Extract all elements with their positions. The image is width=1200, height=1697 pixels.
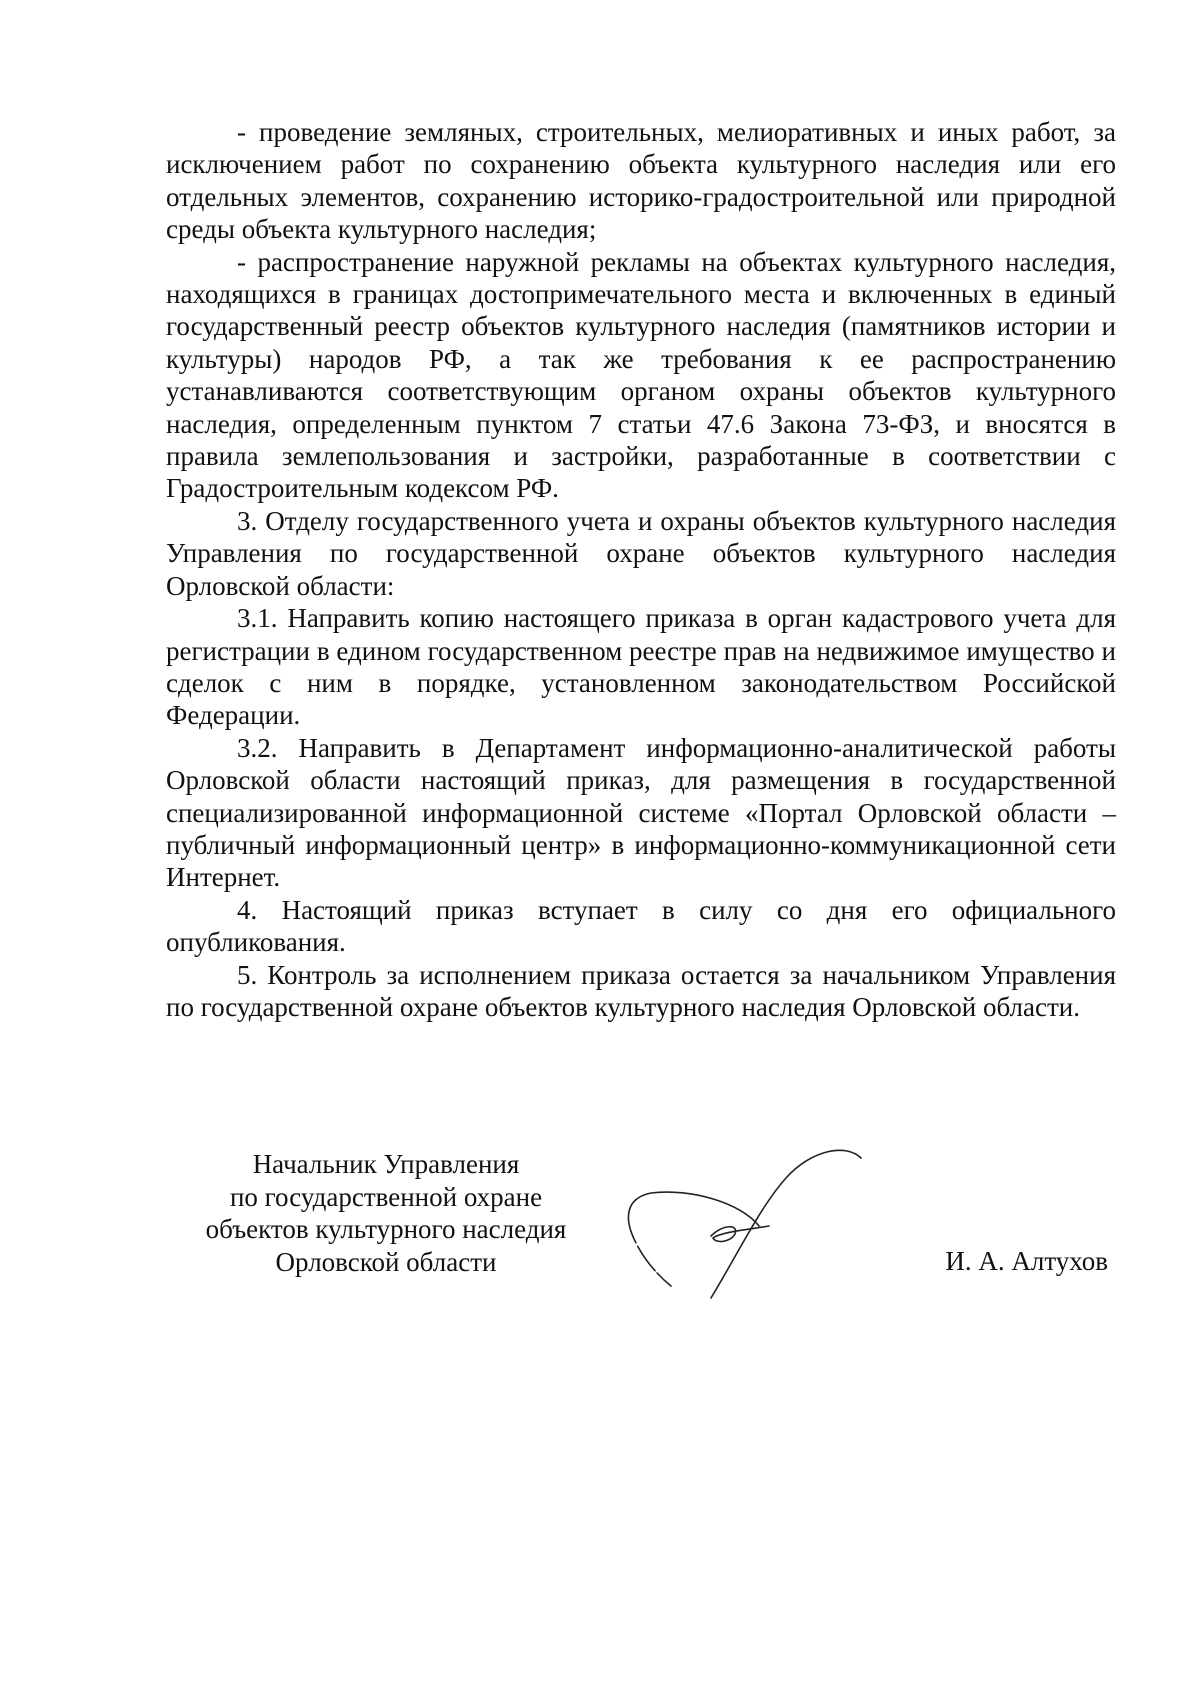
signature-block xyxy=(166,1148,1116,1318)
signatory-title-line: объектов культурного наследия xyxy=(205,1214,567,1244)
document-body xyxy=(166,116,1116,1023)
paragraph-item-3-2: 3.2. Направить в Департамент информационно-аналитической работы Орловской области настоящий приказ, для размещения в государственной специализированной информационной системе «Портал Орловской области – публичный информационный центр» в информационно-коммуникационной сети Интернет. xyxy=(166,732,1116,893)
paragraph-item-4: 4. Настоящий приказ вступает в силу со дня его официального опубликования. xyxy=(166,894,1116,958)
paragraph-earthworks-restriction: - проведение земляных, строительных, мелиоративных и иных работ, за исключением работ по сохранению объекта культурного наследия или его отдельных элементов, сохранению историко-градостроительной или природной среды объекта культурного наследия; xyxy=(166,117,1116,245)
paragraph-advertising-restriction: - распространение наружной рекламы на объектах культурного наследия, находящихся в границах достопримечательного места и включенных в единый государственный реестр объектов культурного наследия (памятников истории и культуры) народов РФ, а так же требования к ее распространению устанавливаются соответствующим органом охраны объектов культурного наследия, определенным пунктом 7 статьи 47.6 Закона 73-ФЗ, и вносятся в правила землепользования и застройки, разработанные в соответствии с Градостроительным кодексом РФ. xyxy=(166,246,1116,504)
signatory-title-line: Орловской области xyxy=(275,1246,497,1277)
signatory-title-line: по государственной охране xyxy=(229,1181,543,1212)
handwritten-signature xyxy=(611,1138,871,1308)
signatory-name: И. А. Алтухов xyxy=(945,1246,1108,1276)
signatory-title xyxy=(166,1148,606,1278)
paragraph-item-5: 5. Контроль за исполнением приказа остается за начальником Управления по государственной охране объектов культурного наследия Орловской области. xyxy=(166,959,1116,1022)
paragraph-item-3: 3. Отделу государственного учета и охраны объектов культурного наследия Управления по государственной охране объектов культурного наследия Орловской области: xyxy=(166,505,1116,601)
paragraph-item-3-1: 3.1. Направить копию настоящего приказа в орган кадастрового учета для регистрации в едином государственном реестре прав на недвижимое имущество и сделок с ним в порядке, установленном законодательством Российской Федерации. xyxy=(166,603,1116,731)
signatory-title-line: Начальник Управления xyxy=(252,1149,520,1179)
